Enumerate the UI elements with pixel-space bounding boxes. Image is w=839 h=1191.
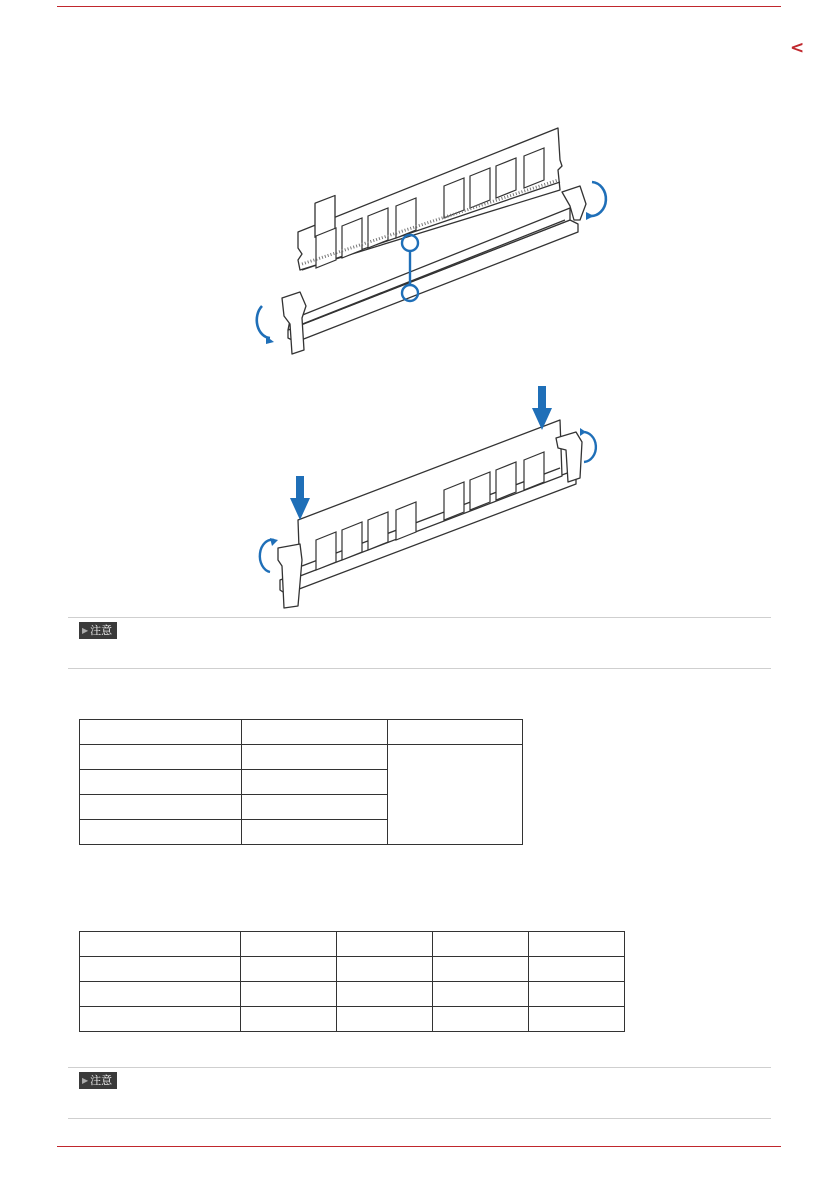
table-cell [337, 1007, 433, 1032]
memory-install-diagram-step1 [240, 120, 620, 370]
note-tag-2 [79, 1072, 117, 1089]
table-row [80, 720, 523, 745]
back-nav-arrow[interactable]: < [790, 38, 805, 58]
table-cell [337, 957, 433, 982]
table-cell [388, 720, 523, 745]
table-row [80, 932, 625, 957]
table-row [80, 957, 625, 982]
table-cell [80, 1007, 241, 1032]
table-cell [241, 982, 337, 1007]
header-rule [57, 6, 781, 7]
table-cell [433, 932, 529, 957]
table-cell [529, 982, 625, 1007]
table-row [80, 745, 523, 770]
table-cell [242, 745, 388, 770]
table-cell [241, 1007, 337, 1032]
table-cell [337, 982, 433, 1007]
table-cell [433, 957, 529, 982]
table-cell-merged [388, 745, 523, 845]
table-cell [529, 957, 625, 982]
table-cell [433, 1007, 529, 1032]
table-cell [80, 745, 242, 770]
table-cell [80, 720, 242, 745]
table-cell [80, 957, 241, 982]
note-box-1 [68, 617, 771, 669]
note-tag-label: 注意 [90, 1074, 113, 1087]
memory-install-diagram-step2 [250, 380, 620, 610]
table-cell [337, 932, 433, 957]
table-cell [80, 770, 242, 795]
memory-config-table-1 [79, 719, 523, 845]
table-row [80, 982, 625, 1007]
memory-config-table-2 [79, 931, 625, 1032]
table-cell [242, 795, 388, 820]
table-cell [80, 820, 242, 845]
table-cell [242, 770, 388, 795]
table-cell [529, 932, 625, 957]
table-cell [241, 957, 337, 982]
table-cell [433, 982, 529, 1007]
table-cell [80, 795, 242, 820]
note-tag-1 [79, 622, 117, 639]
table-cell [242, 720, 388, 745]
table-cell [242, 820, 388, 845]
footer-rule [57, 1146, 781, 1147]
triangle-icon: ▶ [82, 626, 89, 635]
note-tag-label: 注意 [90, 624, 113, 637]
table-cell [529, 1007, 625, 1032]
table-cell [80, 982, 241, 1007]
table-row [80, 1007, 625, 1032]
table-cell [241, 932, 337, 957]
note-box-2 [68, 1067, 771, 1119]
triangle-icon: ▶ [82, 1076, 89, 1085]
table-cell [80, 932, 241, 957]
